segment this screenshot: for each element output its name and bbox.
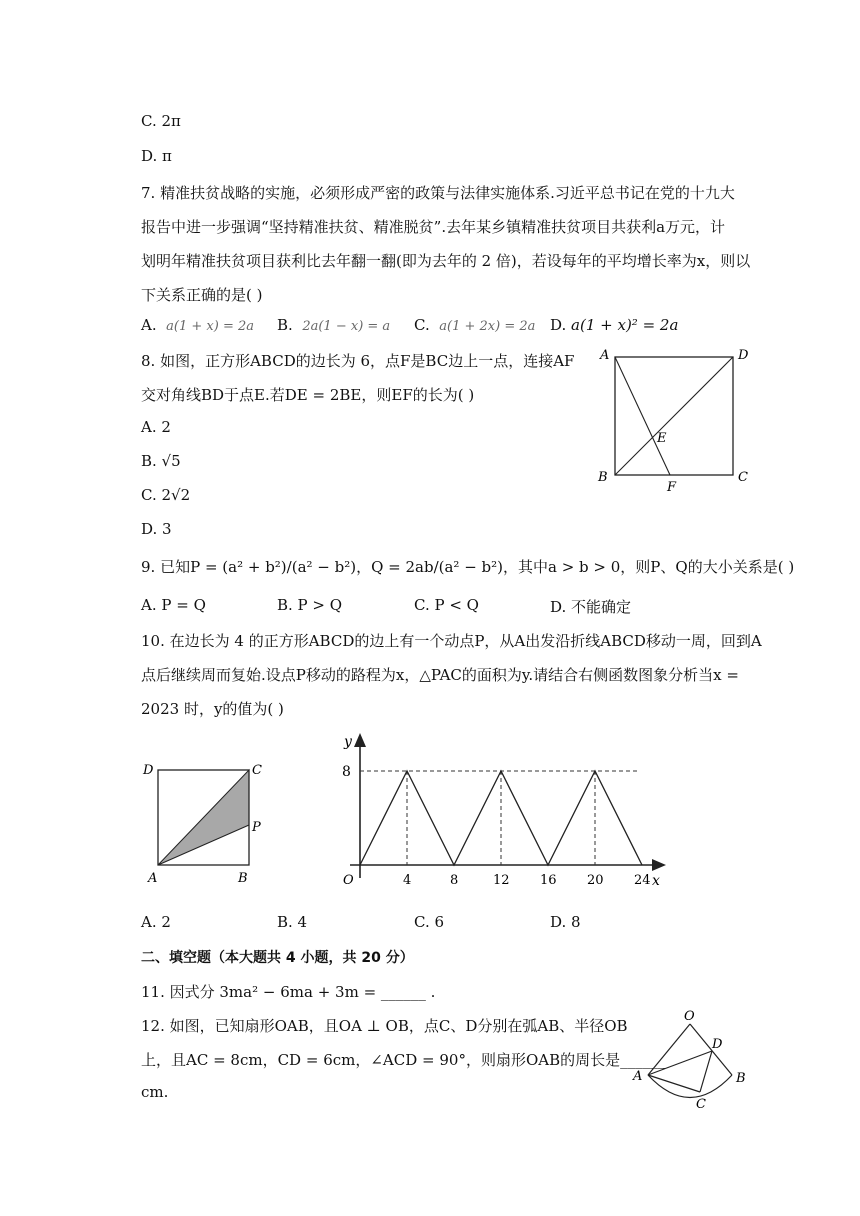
q10-y-label: y bbox=[344, 734, 352, 750]
q8-diagonal-bd bbox=[615, 357, 733, 475]
q9-option-c: C. P < Q bbox=[414, 596, 479, 614]
q12-text-line3: cm. bbox=[141, 1083, 169, 1101]
q10-tick-20: 20 bbox=[587, 873, 604, 888]
q10-option-a: A. 2 bbox=[141, 913, 171, 931]
q7-option-d: D. a(1 + x)² = 2a bbox=[550, 316, 679, 334]
q12-text-line1: 12. 如图，已知扇形OAB，且OA ⊥ OB，点C、D分别在弧AB、半径OB bbox=[141, 1017, 628, 1035]
q8-label-c: C bbox=[738, 470, 748, 485]
q10-tick-12: 12 bbox=[493, 873, 510, 888]
q10-sq-label-p: P bbox=[252, 820, 261, 835]
q7-text-line1: 7. 精准扶贫战略的实施，必须形成严密的政策与法律实施体系.习近平总书记在党的十九大 bbox=[141, 184, 735, 202]
q8-label-d: D bbox=[738, 348, 749, 363]
q10-tick-24: 24 bbox=[634, 873, 651, 888]
q12-sector-figure bbox=[630, 1010, 755, 1115]
q7-option-b: B. 2a(1 − x) = a bbox=[277, 316, 391, 334]
q12-label-o: O bbox=[684, 1010, 695, 1024]
q6-option-d: D. π bbox=[141, 147, 172, 165]
q10-sq-label-d: D bbox=[143, 763, 154, 778]
q12-text-line2: 上，且AC = 8cm，CD = 6cm，∠ACD = 90°，则扇形OAB的周长是______ bbox=[141, 1051, 666, 1069]
q10-function-graph bbox=[330, 728, 675, 893]
q7-text-line2: 报告中进一步强调“坚持精准扶贫、精准脱贫”.去年某乡镇精准扶贫项目共获利a万元，计 bbox=[141, 218, 726, 236]
q12-radius-ob bbox=[690, 1024, 732, 1075]
q10-sq-label-b: B bbox=[238, 871, 248, 886]
q8-option-b: B. √5 bbox=[141, 452, 181, 470]
q8-label-e: E bbox=[657, 431, 667, 446]
q7-text-line3: 划明年精准扶贫项目获利比去年翻一翻(即为去年的 2 倍)，若设每年的平均增长率为x，则以 bbox=[141, 252, 751, 270]
q10-y-arrow bbox=[354, 733, 366, 747]
q10-square-figure bbox=[138, 755, 268, 895]
q8-label-b: B bbox=[598, 470, 608, 485]
q12-arc-ab bbox=[648, 1075, 732, 1098]
q10-origin-label: O bbox=[343, 873, 354, 888]
section-heading-fill-in: 二、填空题（本大题共 4 小题，共 20 分） bbox=[141, 950, 414, 966]
q8-option-d: D. 3 bbox=[141, 520, 172, 538]
q10-shaded-triangle bbox=[158, 770, 249, 865]
q7-text-line4: 下关系正确的是( ) bbox=[141, 286, 263, 304]
q10-tick-16: 16 bbox=[540, 873, 557, 888]
q10-option-c: C. 6 bbox=[414, 913, 445, 931]
q12-segment-cd bbox=[700, 1051, 712, 1092]
q6-option-c: C. 2π bbox=[141, 112, 181, 130]
q10-tick-8: 8 bbox=[450, 873, 459, 888]
q8-text-line2: 交对角线BD于点E.若DE = 2BE，则EF的长为( ) bbox=[141, 386, 475, 404]
q10-sq-label-a: A bbox=[148, 871, 158, 886]
q9-option-b: B. P > Q bbox=[277, 596, 343, 614]
q12-label-d: D bbox=[712, 1037, 723, 1052]
q10-x-label: x bbox=[652, 873, 660, 889]
q10-text-line3: 2023 时，y的值为( ) bbox=[141, 700, 284, 718]
q10-sq-label-c: C bbox=[252, 763, 262, 778]
q8-option-a: A. 2 bbox=[141, 418, 171, 436]
q10-option-d: D. 8 bbox=[550, 913, 581, 931]
q10-text-line1: 10. 在边长为 4 的正方形ABCD的边上有一个动点P，从A出发沿折线ABCD移动一周，回到A bbox=[141, 632, 762, 650]
q8-label-a: A bbox=[600, 348, 610, 363]
q10-option-b: B. 4 bbox=[277, 913, 308, 931]
q12-label-b: B bbox=[736, 1071, 746, 1086]
q11-text-line: 11. 因式分 3ma² − 6ma + 3m = ______ . bbox=[141, 983, 436, 1001]
q7-option-a: A. a(1 + x) = 2a bbox=[141, 316, 254, 334]
q9-text-line: 9. 已知P = (a² + b²)/(a² − b²)，Q = 2ab/(a² − b²)，其中a > b > 0，则P、Q的大小关系是( ) bbox=[141, 558, 795, 576]
q8-option-c: C. 2√2 bbox=[141, 486, 191, 504]
q10-x-arrow bbox=[652, 859, 666, 871]
q9-option-a: A. P = Q bbox=[141, 596, 206, 614]
q10-peak-label: 8 bbox=[342, 764, 351, 780]
q12-label-a: A bbox=[633, 1069, 643, 1084]
q8-square-figure bbox=[590, 345, 760, 493]
q9-option-d: D. 不能确定 bbox=[550, 598, 632, 616]
q12-segment-ac bbox=[648, 1075, 700, 1092]
q7-option-c: C. a(1 + 2x) = 2a bbox=[414, 316, 536, 334]
q8-text-line1: 8. 如图，正方形ABCD的边长为 6，点F是BC边上一点，连接AF bbox=[141, 352, 575, 370]
q8-segment-af bbox=[615, 357, 670, 475]
q8-label-f: F bbox=[667, 480, 677, 493]
q12-label-c: C bbox=[696, 1097, 706, 1112]
q10-tick-4: 4 bbox=[403, 873, 412, 888]
q10-text-line2: 点后继续周而复始.设点P移动的路程为x，△PAC的面积为y.请结合右侧函数图象分析当x = bbox=[141, 666, 739, 684]
